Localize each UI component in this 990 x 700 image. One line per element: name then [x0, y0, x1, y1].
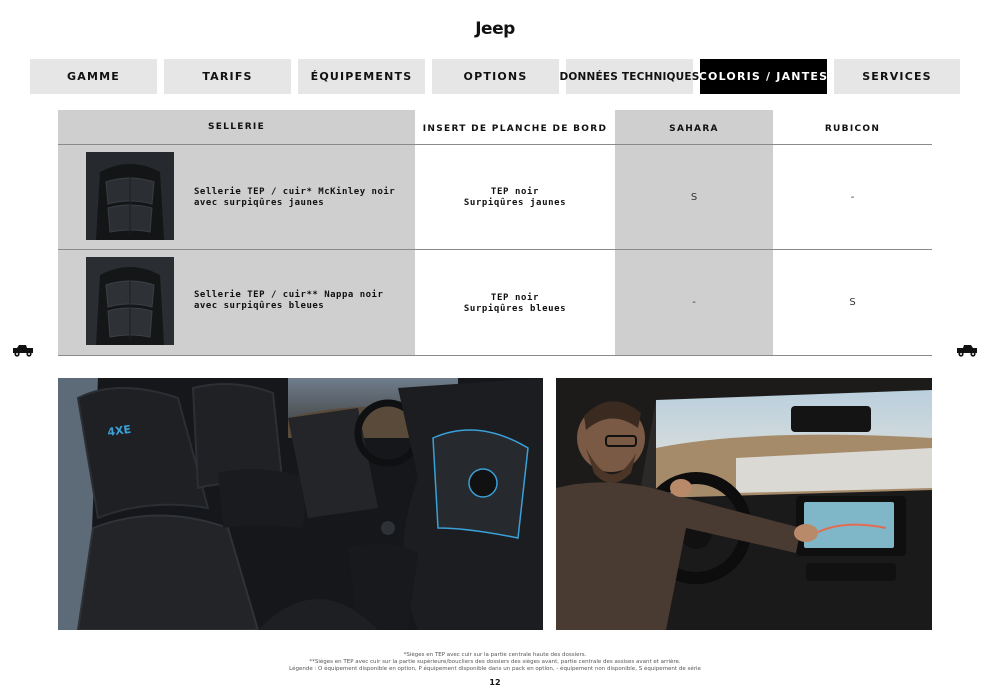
insert-line2: Surpiqûres jaunes [463, 198, 567, 208]
tab-services[interactable]: SERVICES [834, 59, 960, 94]
insert-line2: Surpiqûres bleues [463, 304, 567, 314]
tab-gamme[interactable]: GAMME [30, 59, 157, 94]
page-number: 12 [489, 678, 501, 687]
tab-equipements[interactable]: ÉQUIPEMENTS [298, 59, 425, 94]
legend-line1: *Sièges en TEP avec cuir sur la partie centrale haute des dossiers. [403, 652, 587, 658]
rubicon-availability-row1: - [850, 192, 855, 203]
insert-cell-row2 [415, 293, 615, 315]
upholstery-table [58, 110, 932, 356]
header-sahara: SAHARA [669, 124, 719, 134]
row-label-line1: Sellerie TEP / cuir* McKinley noir [194, 187, 396, 197]
legend-line3: Légende : O équipement disponible en option, P équipement disponible dans un pack en option, - équipement non disponible, S équipement de série [289, 666, 701, 673]
interior-seats-photo [58, 378, 543, 630]
tab-coloris-jantes[interactable]: COLORIS / JANTES [700, 59, 827, 94]
sahara-column-bg [615, 110, 773, 356]
header-insert: INSERT DE PLANCHE DE BORD [422, 124, 608, 134]
jeep-silhouette-icon [955, 343, 979, 357]
jeep-silhouette-icon [11, 343, 35, 357]
tab-donnees-techniques[interactable]: DONNÉES TECHNIQUES [566, 59, 693, 94]
sahara-availability-row2: - [692, 297, 696, 308]
header-rubicon: RUBICON [824, 124, 881, 134]
seat-thumbnail-nappa [86, 257, 174, 345]
row-label-nappa [194, 290, 383, 312]
row-label-line2: avec surpiqûres jaunes [194, 198, 325, 208]
jeep-logo: Jeep [475, 19, 515, 39]
row-label-mckinley [194, 187, 395, 209]
seat-embroidery-4xe: 4XE [106, 422, 132, 439]
header-sellerie: SELLERIE [207, 122, 266, 132]
rubicon-availability-row2: S [849, 297, 856, 308]
footnote-legend [0, 652, 990, 674]
tab-bar [30, 59, 960, 94]
header-divider [58, 144, 932, 145]
sahara-availability-row1: S [690, 192, 698, 203]
row-divider [58, 249, 932, 250]
tab-tarifs[interactable]: TARIFS [164, 59, 291, 94]
row-label-line2: avec surpiqûres bleues [194, 301, 325, 311]
row-label-line1: Sellerie TEP / cuir** Nappa noir [194, 290, 384, 300]
table-bottom-border [58, 355, 932, 356]
insert-cell-row1 [415, 187, 615, 209]
insert-line1: TEP noir [490, 293, 540, 303]
seat-thumbnail-mckinley [86, 152, 174, 240]
legend-line2: **Sièges en TEP avec cuir sur la partie supérieure/boucliers des dossiers des sièges avant, partie centrale des assises avant et arrière. [309, 659, 681, 666]
tab-options[interactable]: OPTIONS [432, 59, 559, 94]
driver-touchscreen-photo [556, 378, 932, 630]
insert-line1: TEP noir [490, 187, 540, 197]
